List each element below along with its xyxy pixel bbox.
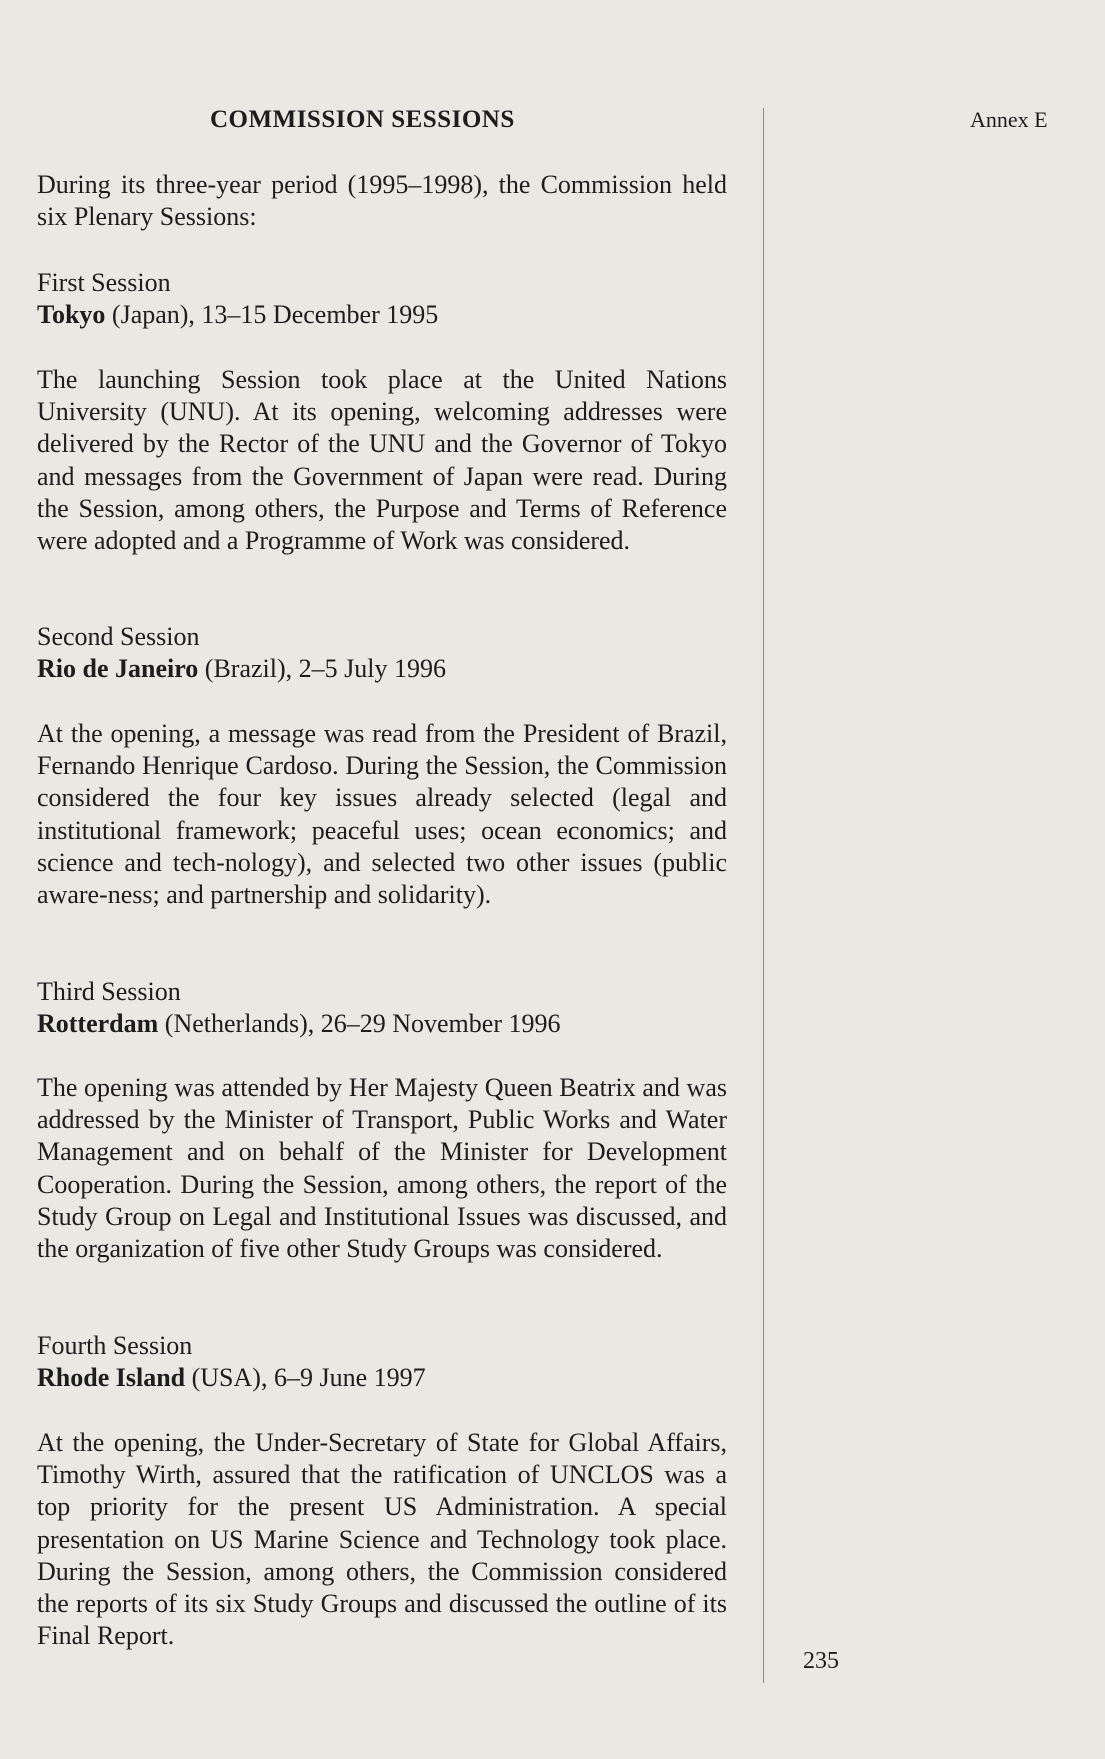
session-details: (Japan), 13–15 December 1995 <box>111 300 439 329</box>
running-head: Annex E <box>970 107 1048 132</box>
session-place: Rio de Janeiro <box>37 654 199 683</box>
session-label: Third Session <box>37 977 181 1006</box>
session-body: The launching Session took place at the United Nations University (UNU). At its opening, welcoming addresses were delivered by the Rector of the UNU and the Governor of Tokyo and messages from the Government of Japan were read. During the Session, among others, the Purpose and Terms of Reference were adopted and a Programme of Work was considered. <box>37 365 727 556</box>
column-divider <box>763 108 764 1683</box>
session-place: Rotterdam <box>37 1009 159 1038</box>
section-heading: COMMISSION SESSIONS <box>210 106 515 133</box>
session-label: Fourth Session <box>37 1331 193 1360</box>
session-place: Tokyo <box>37 300 106 329</box>
session-label: First Session <box>37 268 171 297</box>
page-number: 235 <box>803 1648 839 1674</box>
session-details: (Netherlands), 26–29 November 1996 <box>164 1009 561 1038</box>
intro-paragraph: During its three-year period (1995–1998), the Commission held six Plenary Sessions: <box>37 170 727 232</box>
session-body: At the opening, the Under-Secretary of State for Global Affairs, Timothy Wirth, assured that the ratification of UNCLOS was a top priority for the present US Administration. A special presentation on US Marine Science and Technology took place. During the Session, among others, the Commission considered the reports of its six Study Groups and discussed the outline of its Final Report. <box>37 1428 727 1651</box>
session-place: Rhode Island <box>37 1363 186 1392</box>
session-location <box>37 1362 426 1394</box>
session-details: (Brazil), 2–5 July 1996 <box>204 654 446 683</box>
session-body: At the opening, a message was read from the President of Brazil, Fernando Henrique Cardoso. During the Session, the Commission considered the four key issues already selected (legal and institutional framework; peaceful uses; ocean economics; and science and tech-nology), and selected two other issues (public aware-ness; and partnership and solidarity). <box>37 719 727 910</box>
session-label: Second Session <box>37 622 200 651</box>
session-location <box>37 1008 560 1040</box>
session-location <box>37 653 446 685</box>
session-body: The opening was attended by Her Majesty Queen Beatrix and was addressed by the Minister of Transport, Public Works and Water Management and on behalf of the Minister for Development Cooperation. During the Session, among others, the report of the Study Group on Legal and Institutional Issues was discussed, and the organization of five other Study Groups was considered. <box>37 1073 727 1264</box>
session-details: (USA), 6–9 June 1997 <box>191 1363 426 1392</box>
session-location <box>37 299 438 331</box>
